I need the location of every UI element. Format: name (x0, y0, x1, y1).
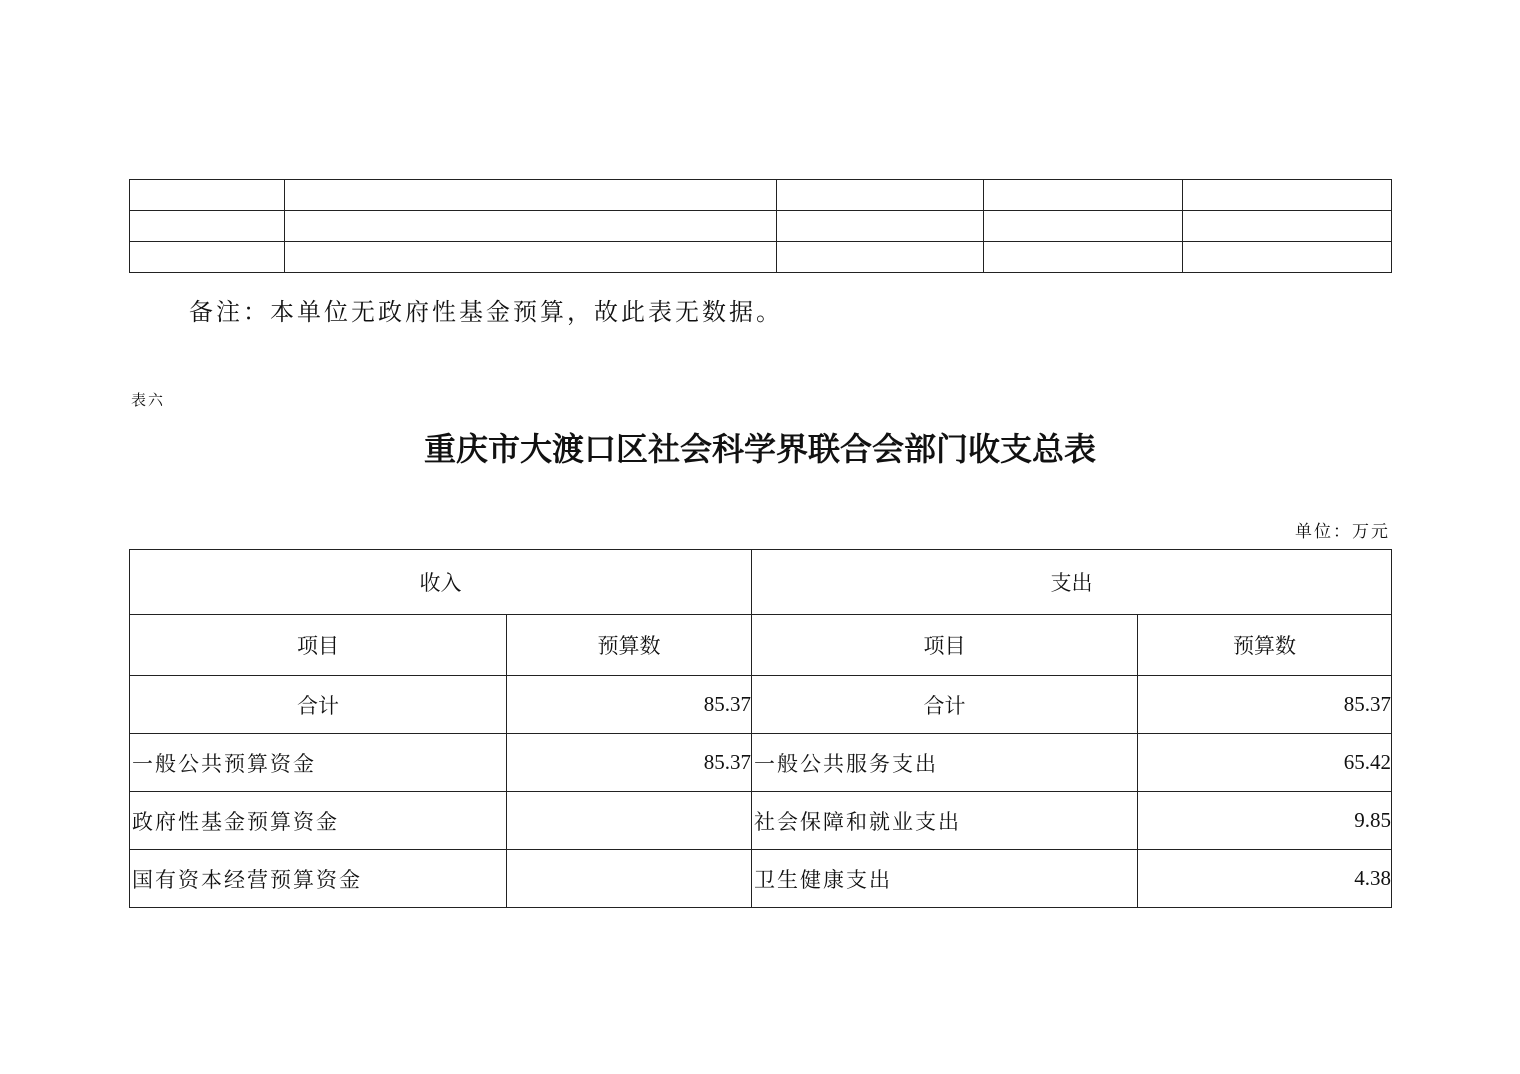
income-item: 一般公共预算资金 (130, 734, 507, 792)
income-item-header: 项目 (130, 615, 507, 676)
expense-item: 一般公共服务支出 (752, 734, 1138, 792)
income-value (507, 792, 752, 850)
empty-cell (285, 211, 777, 242)
budget-summary-table (129, 549, 1392, 908)
table-row-total (130, 676, 1392, 734)
empty-cell (130, 180, 285, 211)
empty-cell (777, 242, 984, 273)
table-row (130, 211, 1392, 242)
empty-cell (1183, 242, 1392, 273)
income-value (507, 850, 752, 908)
empty-fund-table (129, 179, 1392, 273)
income-budget-header: 预算数 (507, 615, 752, 676)
empty-cell (1183, 211, 1392, 242)
expense-value: 4.38 (1138, 850, 1392, 908)
empty-cell (130, 211, 285, 242)
empty-cell (777, 180, 984, 211)
table-row (130, 242, 1392, 273)
table-row (130, 850, 1392, 908)
empty-cell (984, 211, 1183, 242)
table-header-row (130, 550, 1392, 615)
income-value: 85.37 (507, 676, 752, 734)
income-item: 合计 (130, 676, 507, 734)
expense-header: 支出 (752, 550, 1392, 615)
empty-cell (984, 180, 1183, 211)
table-row (130, 734, 1392, 792)
income-header: 收入 (130, 550, 752, 615)
table-row (130, 792, 1392, 850)
expense-item: 卫生健康支出 (752, 850, 1138, 908)
empty-cell (984, 242, 1183, 273)
income-value: 85.37 (507, 734, 752, 792)
income-item: 政府性基金预算资金 (130, 792, 507, 850)
expense-value: 65.42 (1138, 734, 1392, 792)
expense-value: 85.37 (1138, 676, 1392, 734)
expense-item: 社会保障和就业支出 (752, 792, 1138, 850)
expense-budget-header: 预算数 (1138, 615, 1392, 676)
note-text: 备注：本单位无政府性基金预算，故此表无数据。 (189, 298, 783, 326)
empty-cell (777, 211, 984, 242)
table-label: 表六 (131, 391, 166, 409)
unit-label: 单位：万元 (1295, 522, 1390, 542)
expense-item-header: 项目 (752, 615, 1138, 676)
page-title: 重庆市大渡口区社会科学界联合会部门收支总表 (423, 430, 1096, 468)
empty-cell (1183, 180, 1392, 211)
table-subheader-row (130, 615, 1392, 676)
table-row (130, 180, 1392, 211)
expense-item: 合计 (752, 676, 1138, 734)
income-item: 国有资本经营预算资金 (130, 850, 507, 908)
empty-cell (285, 180, 777, 211)
empty-cell (285, 242, 777, 273)
empty-cell (130, 242, 285, 273)
expense-value: 9.85 (1138, 792, 1392, 850)
